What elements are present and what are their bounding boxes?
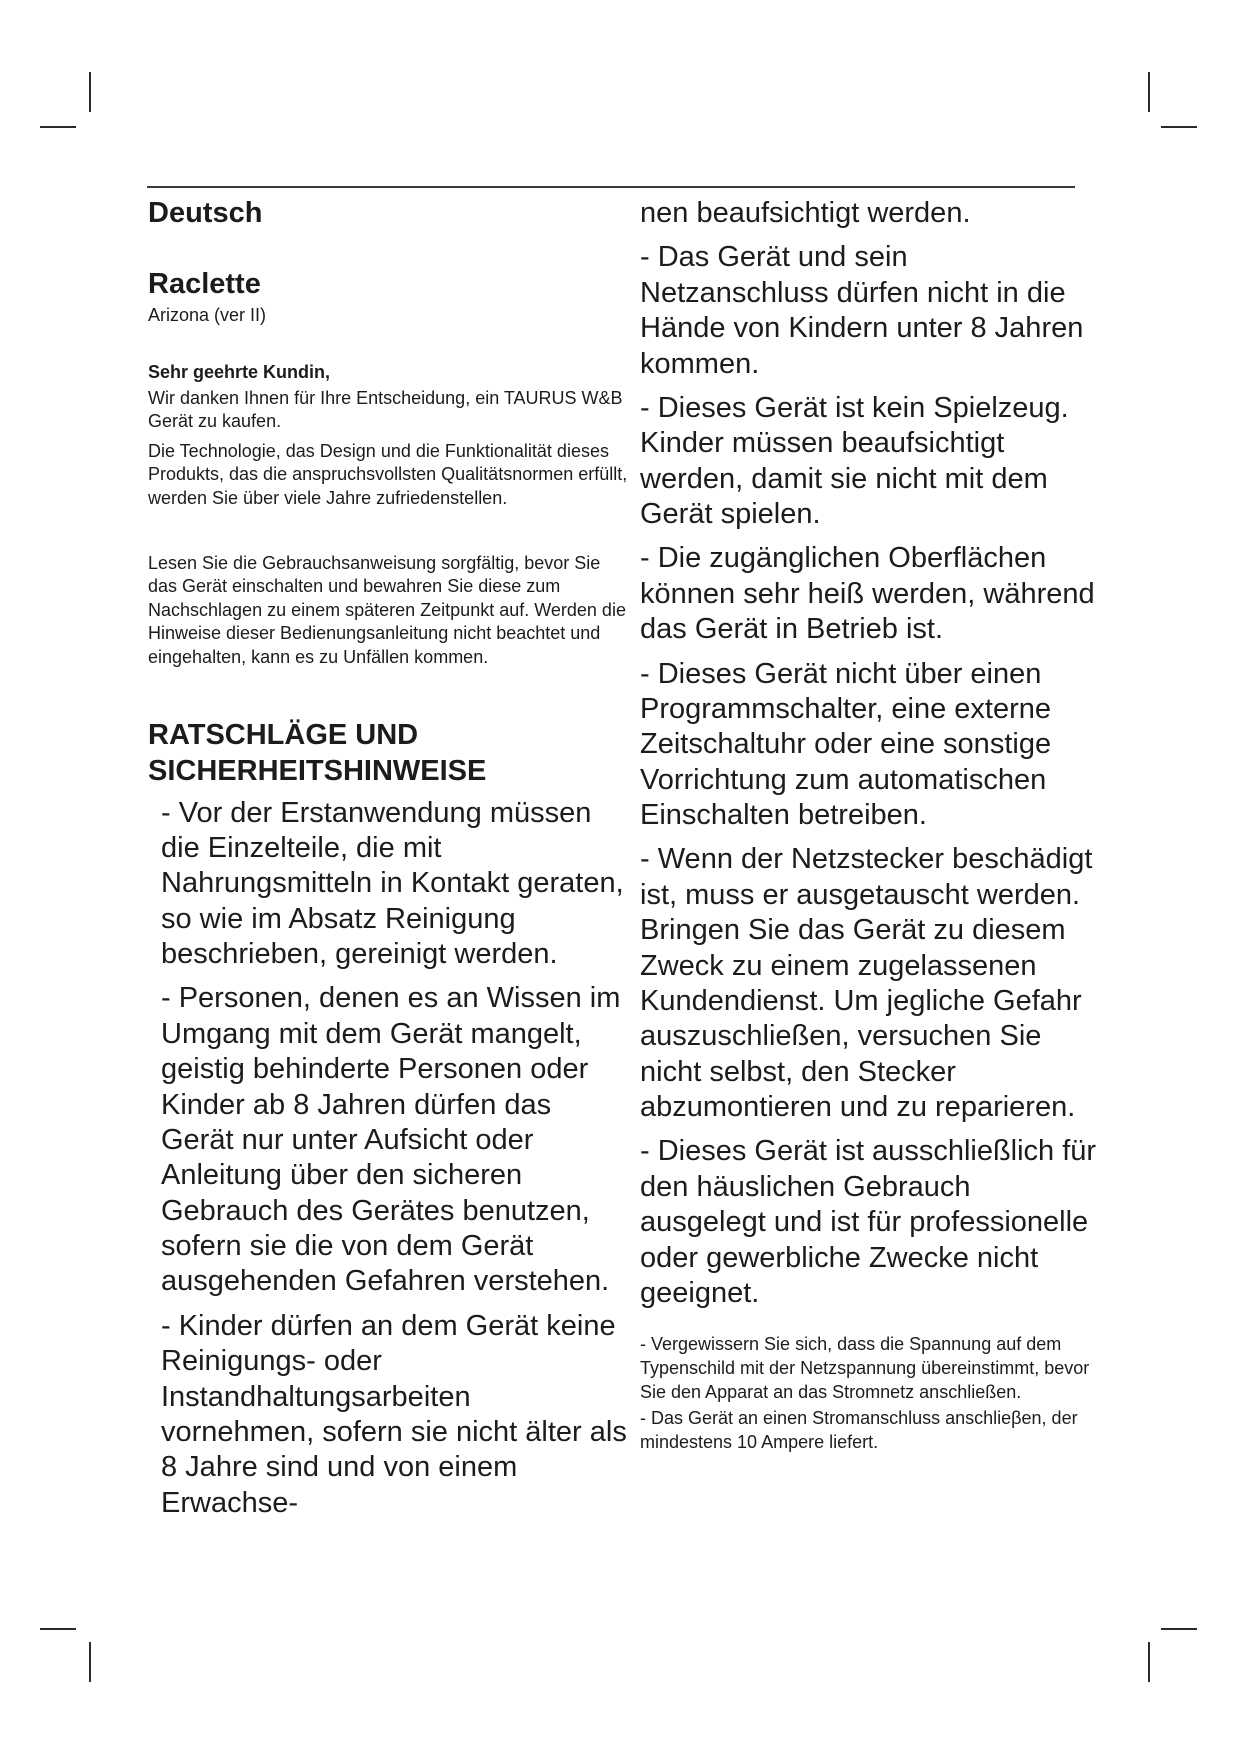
safety-item: - Die zugänglichen Oberflächen können sehr heiß werden, während das Gerät in Betrieb ist. — [640, 542, 1095, 646]
crop-mark-top-right-h — [1161, 126, 1197, 128]
left-column — [148, 196, 628, 1530]
safety-item: nen beaufsichtigt werden. — [640, 197, 971, 229]
safety-item: - Dieses Gerät nicht über einen Programmschalter, eine externe Zeitschaltuhr oder eine sonstige Vorrichtung zum automatischen Einschalten betreiben. — [640, 657, 1052, 831]
crop-mark-bottom-left-v — [89, 1642, 91, 1682]
right-column — [640, 196, 1100, 1457]
safety-item: - Dieses Gerät ist kein Spielzeug. Kinder müssen beaufsichtigt werden, damit sie nicht mit dem Gerät spielen. — [640, 391, 1069, 530]
safety-item: - Dieses Gerät ist ausschließlich für den häuslichen Gebrauch ausgelegt und ist für professionelle oder gewerbliche Zwecke nicht geeignet. — [640, 1135, 1097, 1309]
safety-item: - Personen, denen es an Wissen im Umgang mit dem Gerät mangelt, geistig behinderte Personen oder Kinder ab 8 Jahren dürfen das Gerät nur unter Aufsicht oder Anleitung über den sicheren Gebrauch des Gerätes benutzen, sofern sie die von dem Gerät ausgehenden Gefahren verstehen. — [161, 982, 621, 1298]
language-heading: Deutsch — [148, 197, 263, 229]
crop-mark-bottom-right-v — [1148, 1642, 1150, 1682]
product-title: Raclette — [148, 267, 261, 300]
crop-mark-bottom-right-h — [1161, 1628, 1197, 1630]
intro-paragraph: Wir danken Ihnen für Ihre Entscheidung, ein TAURUS W&B Gerät zu kaufen. — [148, 388, 623, 432]
safety-note: - Vergewissern Sie sich, dass die Spannung auf dem Typenschild mit der Netzspannung übereinstimmt, bevor Sie den Apparat an das Stromnetz anschließen. — [640, 1334, 1090, 1403]
header-rule — [147, 186, 1075, 188]
safety-item: - Das Gerät und sein Netzanschluss dürfen nicht in die Hände von Kindern unter 8 Jahren kommen. — [640, 241, 1084, 380]
intro-paragraph: Lesen Sie die Gebrauchsanweisung sorgfältig, bevor Sie das Gerät einschalten und bewahren Sie diese zum Nachschlagen zu einem späteren Zeitpunkt auf. Werden die Hinweise dieser Bedienungsanleitung nicht beachtet und eingehalten, kann es zu Unfällen kommen. — [148, 553, 626, 667]
crop-mark-bottom-left-h — [40, 1628, 76, 1630]
model-name: Arizona (ver II) — [148, 304, 267, 325]
salutation: Sehr geehrte Kundin, — [148, 362, 331, 383]
crop-mark-top-left-v — [89, 72, 91, 112]
crop-mark-top-right-v — [1148, 72, 1150, 112]
safety-note: - Das Gerät an einen Stromanschluss anschlieβen, der mindestens 10 Ampere liefert. — [640, 1408, 1078, 1452]
safety-item: - Vor der Erstanwendung müssen die Einzelteile, die mit Nahrungsmitteln in Kontakt geraten, so wie im Absatz Reinigung beschrieben, gereinigt werden. — [161, 796, 624, 970]
safety-item: - Wenn der Netzstecker beschädigt ist, muss er ausgetauscht werden. Bringen Sie das Gerät zu diesem Zweck zu einem zugelassenen Kundendienst. Um jegliche Gefahr auszuschließen, versuchen Sie nicht selbst, den Stecker abzumontieren und zu reparieren. — [640, 843, 1093, 1123]
safety-item: - Kinder dürfen an dem Gerät keine Reinigungs- oder Instandhaltungsarbeiten vornehmen, sofern sie nicht älter als 8 Jahre sind und von einem Erwachse- — [161, 1309, 627, 1519]
intro-paragraph: Die Technologie, das Design und die Funktionalität dieses Produkts, das die anspruchsvollsten Qualitätsnormen erfüllt, werden Sie über viele Jahre zufriedenstellen. — [148, 440, 628, 508]
crop-mark-top-left-h — [40, 126, 76, 128]
safety-section-title: RATSCHLÄGE UND SICHERHEITSHINWEISE — [148, 719, 487, 788]
